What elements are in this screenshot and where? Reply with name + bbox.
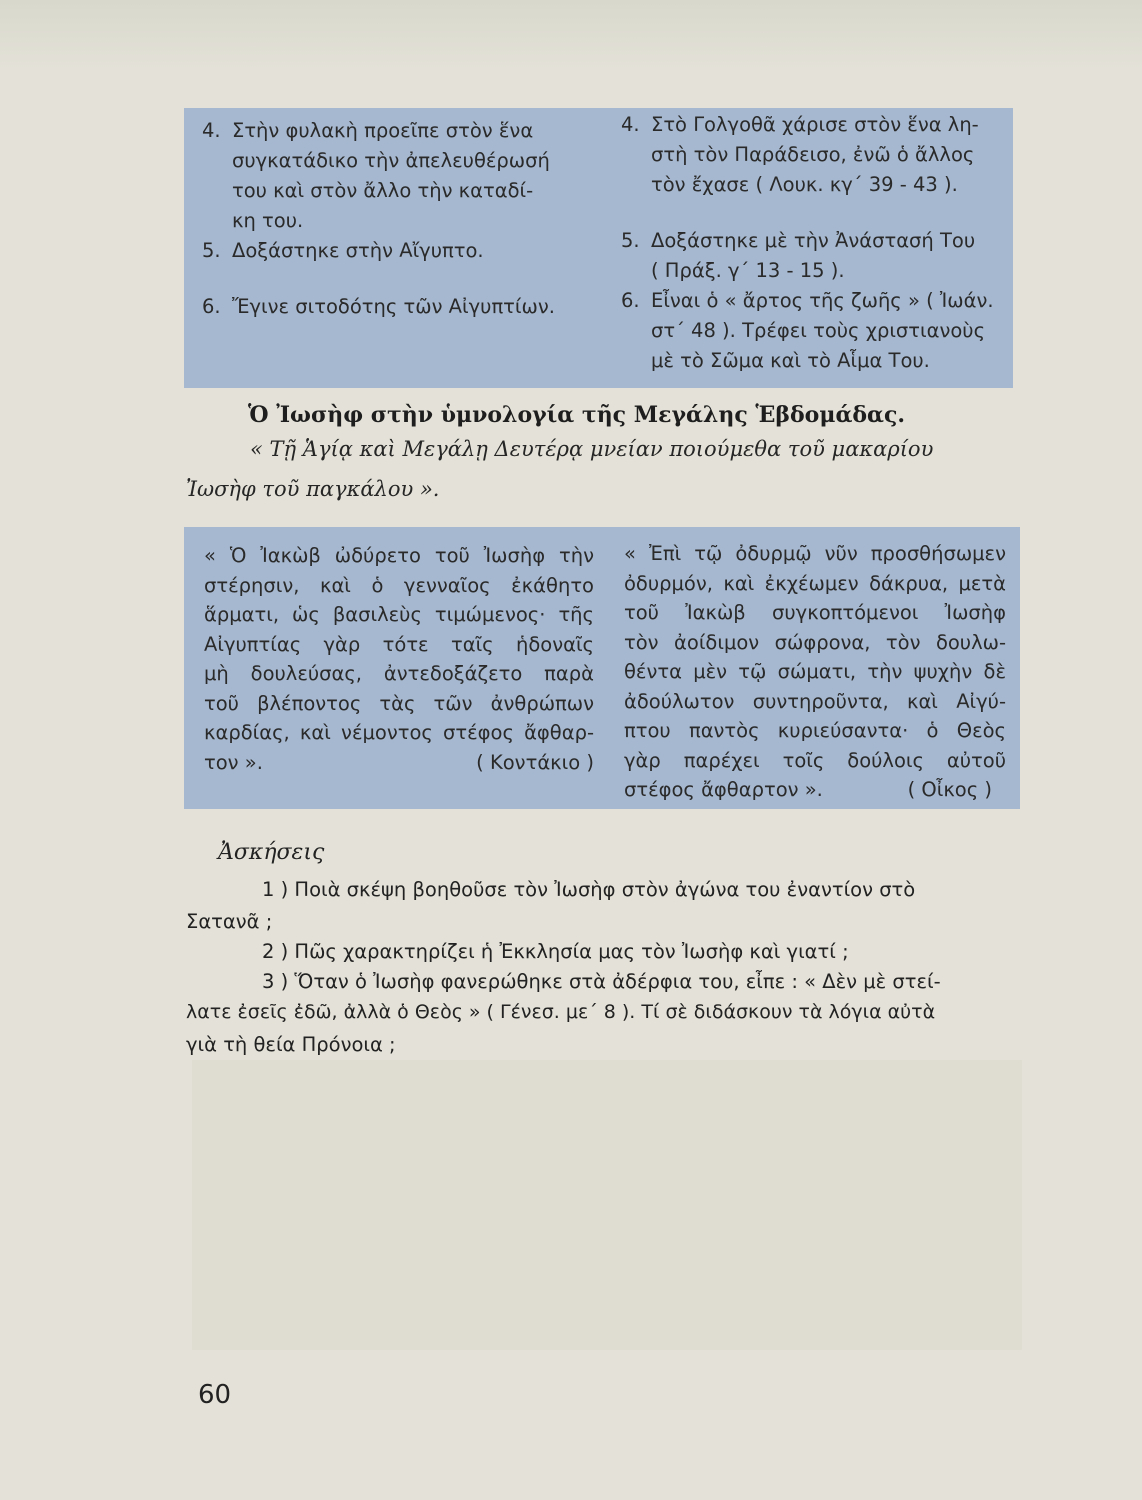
line: στ΄ 48 ). Τρέφει τοὺς χριστιανοὺς xyxy=(651,319,986,342)
item-number: 5. xyxy=(202,239,221,262)
line: καρδίας, καὶ νέμοντος στέφος ἄφθαρ- xyxy=(204,721,594,744)
line: Δοξάστηκε μὲ τὴν Ἀνάστασή Του xyxy=(651,229,976,252)
intro-line-2: Ἰωσὴφ τοῦ παγκάλου ». xyxy=(186,477,440,501)
item-number: 4. xyxy=(202,119,221,142)
kontakio-last-line xyxy=(204,748,594,778)
box1-right-item-5 xyxy=(621,226,1011,286)
line: πτου παντὸς κυριεύσαντα· ὁ Θεὸς xyxy=(624,719,1006,742)
exercise-1-line-2: Σατανᾶ ; xyxy=(186,910,273,933)
box1-right-column xyxy=(621,110,1011,376)
line: γὰρ παρέχει τοῖς δούλοις αὐτοῦ xyxy=(624,748,1006,772)
line: Αἰγυπτίας γὰρ τότε ταῖς ἡδοναῖς xyxy=(204,632,594,656)
line: στέφος ἄφθαρτον ». xyxy=(624,778,823,801)
line: Δοξάστηκε στὴν Αἴγυπτο. xyxy=(232,239,484,262)
line: συγκατάδικο τὴν ἀπελευθέρωσή xyxy=(232,149,550,172)
line: ὀδυρμόν, καὶ ἐκχέωμεν δάκρυα, μετὰ xyxy=(624,571,1006,595)
page-top-band xyxy=(0,0,1142,70)
item-number: 4. xyxy=(621,113,640,136)
box1-left-item-6 xyxy=(202,292,602,322)
box1-left-column xyxy=(202,116,602,322)
bleed-through-area xyxy=(192,1060,1022,1350)
line: Στὴν φυλακὴ προεῖπε στὸν ἕνα xyxy=(232,119,534,142)
box1-left-item-4 xyxy=(202,116,602,236)
kontakio-column xyxy=(204,541,594,777)
line: « Ἐπὶ τῷ ὀδυρμῷ νῦν προσθήσωμεν xyxy=(624,542,1006,565)
box1-right-item-6 xyxy=(621,286,1011,376)
item-number: 5. xyxy=(621,229,640,252)
exercise-3-line-3: γιὰ τὴ θεία Πρόνοια ; xyxy=(186,1033,396,1056)
line: Εἶναι ὁ « ἄρτος τῆς ζωῆς » ( Ἰωάν. xyxy=(651,289,994,312)
box1-right-item-4 xyxy=(621,110,1011,200)
box1-left-item-5 xyxy=(202,236,602,266)
line: τοῦ βλέποντος τὰς τῶν ἀνθρώπων xyxy=(204,691,594,715)
line: τὸν ἔχασε ( Λουκ. κγ΄ 39 - 43 ). xyxy=(651,173,958,196)
line: μὴ δουλεύσας, ἀντεδοξάζετο παρὰ xyxy=(204,662,594,685)
intro-line-1: « Τῇ Ἁγίᾳ καὶ Μεγάλῃ Δευτέρᾳ μνείαν ποιούμεθα τοῦ μακαρίου xyxy=(250,437,934,461)
exercise-3-line-1: 3 ) Ὅταν ὁ Ἰωσὴφ φανερώθηκε στὰ ἀδέρφια του, εἶπε : « Δὲν μὲ στεί- xyxy=(262,970,941,993)
line: ἀδούλωτον συντηροῦντα, καὶ Αἰγύ- xyxy=(624,689,1006,713)
section-heading: Ὁ Ἰωσὴφ στὴν ὑμνολογία τῆς Μεγάλης Ἑβδομάδας. xyxy=(248,402,906,428)
line: τον ». xyxy=(204,750,263,774)
line: κη του. xyxy=(232,209,304,232)
line: στὴ τὸν Παράδεισο, ἐνῶ ὁ ἄλλος xyxy=(651,143,975,166)
line: στέρησιν, καὶ ὁ γενναῖος ἐκάθητο xyxy=(204,573,594,597)
line: « Ὁ Ἰακὼβ ὠδύρετο τοῦ Ἰωσὴφ τὴν xyxy=(204,544,594,567)
exercise-1-line-1: 1 ) Ποιὰ σκέψη βοηθοῦσε τὸν Ἰωσὴφ στὸν ἀγώνα του ἐναντίον στὸ xyxy=(262,878,916,901)
line: ἅρματι, ὡς βασιλεὺς τιμώμενος· τῆς xyxy=(204,603,594,626)
line: ( Πράξ. γ΄ 13 - 15 ). xyxy=(651,259,845,282)
item-number: 6. xyxy=(202,295,221,318)
hymn-source-label: ( Κοντάκιο ) xyxy=(476,750,594,774)
exercises-title: Ἀσκήσεις xyxy=(218,840,325,865)
page-number: 60 xyxy=(198,1380,232,1410)
line: τὸν ἀοίδιμον σώφρονα, τὸν δουλω- xyxy=(624,630,1006,654)
hymn-source-label: ( Οἶκος ) xyxy=(907,778,992,801)
line: θέντα μὲν τῷ σώματι, τὴν ψυχὴν δὲ xyxy=(624,660,1006,683)
oikos-last-line xyxy=(624,775,1006,805)
item-number: 6. xyxy=(621,289,640,312)
oikos-column xyxy=(624,539,1006,805)
comparison-box-joseph-christ xyxy=(184,108,1013,388)
exercise-2: 2 ) Πῶς χαρακτηρίζει ἡ Ἐκκλησία μας τὸν Ἰωσὴφ καὶ γιατί ; xyxy=(262,940,849,963)
line: Στὸ Γολγοθᾶ χάρισε στὸν ἕνα λη- xyxy=(651,113,979,136)
exercise-3-line-2: λατε ἐσεῖς ἐδῶ, ἀλλὰ ὁ Θεὸς » ( Γένεσ. με΄ 8 ). Τί σὲ διδάσκουν τὰ λόγια αὐτὰ xyxy=(186,1001,936,1023)
line: μὲ τὸ Σῶμα καὶ τὸ Αἷμα Του. xyxy=(651,349,930,372)
line: Ἔγινε σιτοδότης τῶν Αἰγυπτίων. xyxy=(232,295,555,318)
hymn-box xyxy=(184,527,1020,809)
line: τοῦ Ἰακὼβ συγκοπτόμενοι Ἰωσὴφ xyxy=(624,601,1006,624)
line: του καὶ στὸν ἄλλο τὴν καταδί- xyxy=(232,179,534,202)
